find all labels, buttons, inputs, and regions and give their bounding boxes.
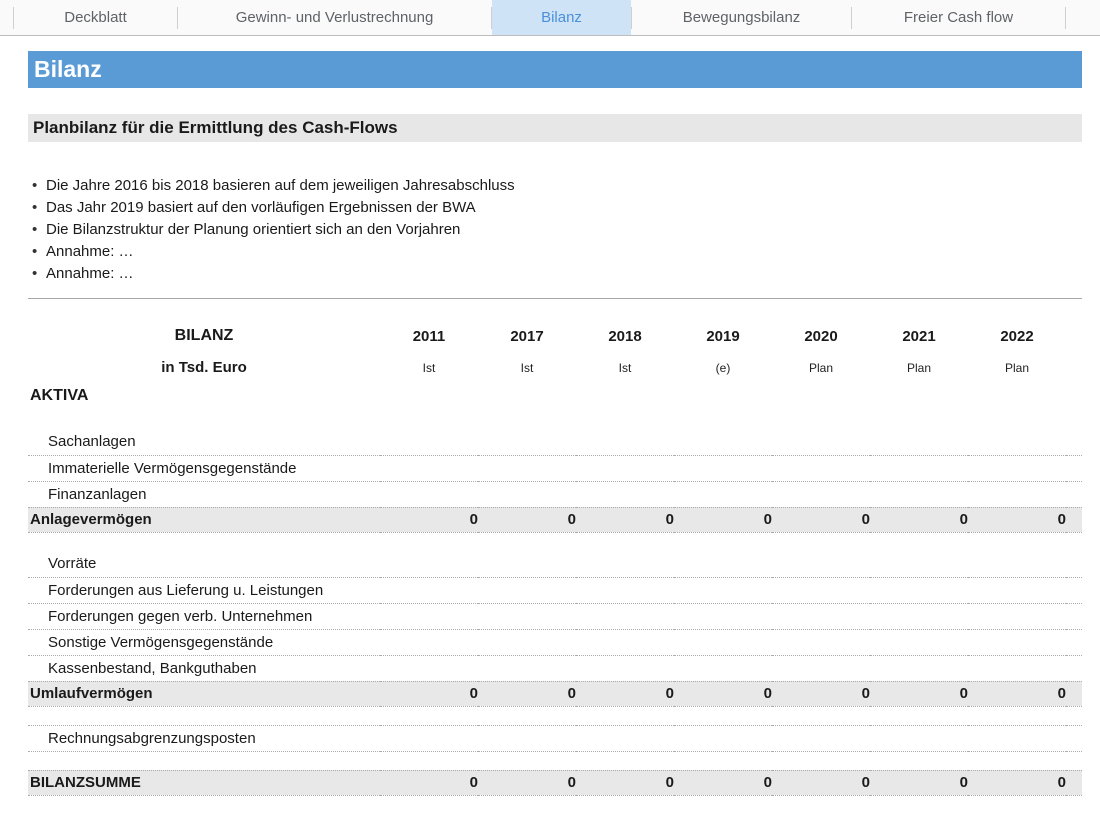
value-cell[interactable]: [380, 603, 478, 629]
column-type-header: (e): [715, 360, 731, 375]
value-cell[interactable]: [576, 429, 674, 455]
bullet-item: [32, 241, 1100, 263]
value-cell[interactable]: 0: [478, 770, 576, 795]
value-cell[interactable]: [870, 603, 968, 629]
value-cell[interactable]: [576, 455, 674, 481]
column-type-header: Ist: [618, 360, 632, 375]
balance-sheet-table: [28, 319, 1082, 796]
column-type-header: Plan: [808, 360, 834, 375]
table-row: [28, 603, 1082, 629]
bullet-marker: •: [32, 199, 38, 216]
value-cell[interactable]: [674, 429, 772, 455]
table-header-row: [28, 319, 1082, 353]
row-label: Sachanlagen: [28, 429, 380, 455]
value-cell[interactable]: [772, 455, 870, 481]
total-row: [28, 681, 1082, 706]
bullet-item: [32, 175, 1100, 197]
bullet-text: Annahme: …: [46, 265, 134, 282]
spacer-row: [28, 706, 1082, 725]
value-cell[interactable]: [968, 629, 1066, 655]
table-unit-label: in Tsd. Euro: [161, 359, 247, 376]
table-row: [28, 429, 1082, 455]
value-cell[interactable]: 0: [870, 507, 968, 532]
bullet-item: [32, 263, 1100, 285]
bullet-text: Annahme: …: [46, 243, 134, 260]
value-cell[interactable]: [870, 577, 968, 603]
value-cell[interactable]: [576, 725, 674, 751]
value-cell[interactable]: [576, 629, 674, 655]
column-type-header: Ist: [520, 360, 534, 375]
value-cell[interactable]: [380, 455, 478, 481]
value-cell[interactable]: [380, 577, 478, 603]
value-cell[interactable]: 0: [380, 507, 478, 532]
value-cell[interactable]: [772, 629, 870, 655]
pad-cell: [1066, 319, 1082, 353]
column-year-header: 2020: [804, 327, 838, 345]
value-cell[interactable]: [380, 481, 478, 507]
page-title-banner: [28, 51, 1082, 88]
table-row: [28, 551, 1082, 577]
value-cell[interactable]: [674, 725, 772, 751]
table-subheader-row: [28, 353, 1082, 382]
column-type-header: Plan: [1004, 360, 1030, 375]
pad-cell: [1066, 481, 1082, 507]
value-cell[interactable]: [870, 455, 968, 481]
value-cell[interactable]: [478, 481, 576, 507]
value-cell[interactable]: 0: [380, 770, 478, 795]
value-cell[interactable]: 0: [772, 770, 870, 795]
bullet-text: Das Jahr 2019 basiert auf den vorläufigen Ergebnissen der BWA: [46, 199, 476, 216]
spacer-cell: [28, 706, 1082, 725]
value-cell[interactable]: [870, 725, 968, 751]
value-cell[interactable]: [870, 429, 968, 455]
value-cell[interactable]: [772, 603, 870, 629]
bullet-marker: •: [32, 221, 38, 238]
pad-cell: [1066, 429, 1082, 455]
table-row: [28, 481, 1082, 507]
page-title: Bilanz: [34, 56, 102, 82]
value-cell[interactable]: 0: [576, 681, 674, 706]
column-year-header: 2017: [510, 327, 544, 345]
value-cell[interactable]: [478, 655, 576, 681]
value-cell[interactable]: [380, 551, 478, 577]
value-cell[interactable]: [772, 551, 870, 577]
sheet-tab-bar: [0, 0, 1100, 36]
total-row: [28, 770, 1082, 795]
bullet-marker: •: [32, 177, 38, 194]
value-cell[interactable]: [870, 551, 968, 577]
row-label: Kassenbestand, Bankguthaben: [28, 655, 380, 681]
value-cell[interactable]: 0: [674, 770, 772, 795]
table-section-header-row: [28, 382, 1082, 410]
value-cell[interactable]: 0: [968, 681, 1066, 706]
tab-deckblatt[interactable]: Deckblatt: [64, 9, 127, 26]
value-cell[interactable]: [674, 455, 772, 481]
value-cell[interactable]: [968, 455, 1066, 481]
value-cell[interactable]: [674, 655, 772, 681]
value-cell[interactable]: [674, 603, 772, 629]
row-label: Rechnungsabgrenzungsposten: [28, 725, 380, 751]
value-cell[interactable]: [380, 725, 478, 751]
value-cell[interactable]: [968, 725, 1066, 751]
value-cell[interactable]: [968, 551, 1066, 577]
pad-cell: [1066, 629, 1082, 655]
section-header-bar: [28, 114, 1082, 142]
row-label: Umlaufvermögen: [28, 681, 380, 706]
row-label: BILANZSUMME: [28, 770, 380, 795]
column-year-header: 2018: [608, 327, 642, 345]
value-cell[interactable]: [968, 481, 1066, 507]
pad-cell: [1066, 681, 1082, 706]
pad-cell: [1066, 551, 1082, 577]
value-cell[interactable]: 0: [772, 507, 870, 532]
bullet-item: [32, 197, 1100, 219]
table-row: [28, 629, 1082, 655]
value-cell[interactable]: [478, 455, 576, 481]
pad-cell: [1066, 577, 1082, 603]
value-cell[interactable]: [380, 429, 478, 455]
value-cell[interactable]: 0: [968, 507, 1066, 532]
notes-bullet-list: [32, 175, 1100, 285]
value-cell[interactable]: [968, 603, 1066, 629]
section-title: Planbilanz für die Ermittlung des Cash-Flows: [33, 118, 398, 137]
value-cell[interactable]: 0: [674, 681, 772, 706]
section-label: AKTIVA: [30, 387, 89, 404]
pad-cell: [1066, 603, 1082, 629]
table-row: [28, 655, 1082, 681]
tab-freier-cash-flow[interactable]: Freier Cash flow: [903, 9, 1014, 26]
value-cell[interactable]: [380, 629, 478, 655]
value-cell[interactable]: [576, 481, 674, 507]
value-cell[interactable]: 0: [380, 681, 478, 706]
value-cell[interactable]: [380, 655, 478, 681]
bullet-text: Die Jahre 2016 bis 2018 basieren auf dem jeweiligen Jahresabschluss: [46, 177, 515, 194]
row-label: Vorräte: [28, 551, 380, 577]
horizontal-divider: [28, 298, 1082, 299]
column-type-header: Ist: [422, 360, 436, 375]
spacer-cell: [28, 751, 1082, 770]
row-label: Forderungen aus Lieferung u. Leistungen: [28, 577, 380, 603]
row-label: Finanzanlagen: [28, 481, 380, 507]
value-cell[interactable]: 0: [772, 681, 870, 706]
value-cell[interactable]: [674, 481, 772, 507]
value-cell[interactable]: 0: [576, 507, 674, 532]
value-cell[interactable]: 0: [576, 770, 674, 795]
value-cell[interactable]: 0: [870, 681, 968, 706]
row-label: Immaterielle Vermögensgegenstände: [28, 455, 380, 481]
tab-gewinn-und-verlustrechnung[interactable]: Gewinn- und Verlustrechnung: [235, 9, 434, 26]
table-row: [28, 455, 1082, 481]
spacer-row: [28, 751, 1082, 770]
column-year-header: 2011: [412, 327, 446, 345]
value-cell[interactable]: [576, 551, 674, 577]
value-cell[interactable]: [968, 577, 1066, 603]
total-row: [28, 507, 1082, 532]
value-cell[interactable]: [478, 577, 576, 603]
value-cell[interactable]: 0: [478, 507, 576, 532]
value-cell[interactable]: 0: [870, 770, 968, 795]
table-title: BILANZ: [174, 327, 234, 344]
bullet-text: Die Bilanzstruktur der Planung orientiert sich an den Vorjahren: [46, 221, 461, 238]
pad-cell: [1066, 725, 1082, 751]
value-cell[interactable]: [674, 629, 772, 655]
value-cell[interactable]: [772, 725, 870, 751]
bullet-marker: •: [32, 243, 38, 260]
value-cell[interactable]: 0: [968, 770, 1066, 795]
bullet-marker: •: [32, 265, 38, 282]
tab-separator: [1065, 7, 1066, 29]
value-cell[interactable]: [674, 577, 772, 603]
column-year-header: 2022: [1000, 327, 1034, 345]
value-cell[interactable]: [772, 655, 870, 681]
value-cell[interactable]: 0: [478, 681, 576, 706]
pad-cell: [1066, 455, 1082, 481]
tab-bewegungsbilanz[interactable]: Bewegungsbilanz: [682, 9, 801, 26]
spacer-row: [28, 532, 1082, 551]
row-label: Anlagevermögen: [28, 507, 380, 532]
pad-cell: [1066, 655, 1082, 681]
spacer-cell: [28, 532, 1082, 551]
value-cell[interactable]: 0: [674, 507, 772, 532]
row-label: Forderungen gegen verb. Unternehmen: [28, 603, 380, 629]
table-row: [28, 577, 1082, 603]
value-cell[interactable]: [870, 629, 968, 655]
pad-cell: [1066, 770, 1082, 795]
pad-cell: [1066, 353, 1082, 382]
value-cell[interactable]: [968, 655, 1066, 681]
spacer-row: [28, 410, 1082, 429]
value-cell[interactable]: [576, 603, 674, 629]
balance-table-body: [28, 319, 1082, 795]
column-type-header: Plan: [906, 360, 932, 375]
value-cell[interactable]: [478, 725, 576, 751]
column-year-header: 2019: [706, 327, 740, 345]
value-cell[interactable]: [576, 655, 674, 681]
tab-bilanz[interactable]: Bilanz: [492, 0, 631, 35]
value-cell[interactable]: [674, 551, 772, 577]
value-cell[interactable]: [772, 481, 870, 507]
bullet-item: [32, 219, 1100, 241]
pad-cell: [1066, 507, 1082, 532]
row-label: Sonstige Vermögensgegenstände: [28, 629, 380, 655]
value-cell[interactable]: [870, 655, 968, 681]
value-cell[interactable]: [772, 429, 870, 455]
value-cell[interactable]: [576, 577, 674, 603]
value-cell[interactable]: [478, 603, 576, 629]
value-cell[interactable]: [870, 481, 968, 507]
column-year-header: 2021: [902, 327, 936, 345]
spacer-cell: [28, 410, 1082, 429]
value-cell[interactable]: [478, 629, 576, 655]
value-cell[interactable]: [478, 429, 576, 455]
value-cell[interactable]: [968, 429, 1066, 455]
value-cell[interactable]: [478, 551, 576, 577]
value-cell[interactable]: [772, 577, 870, 603]
table-row: [28, 725, 1082, 751]
